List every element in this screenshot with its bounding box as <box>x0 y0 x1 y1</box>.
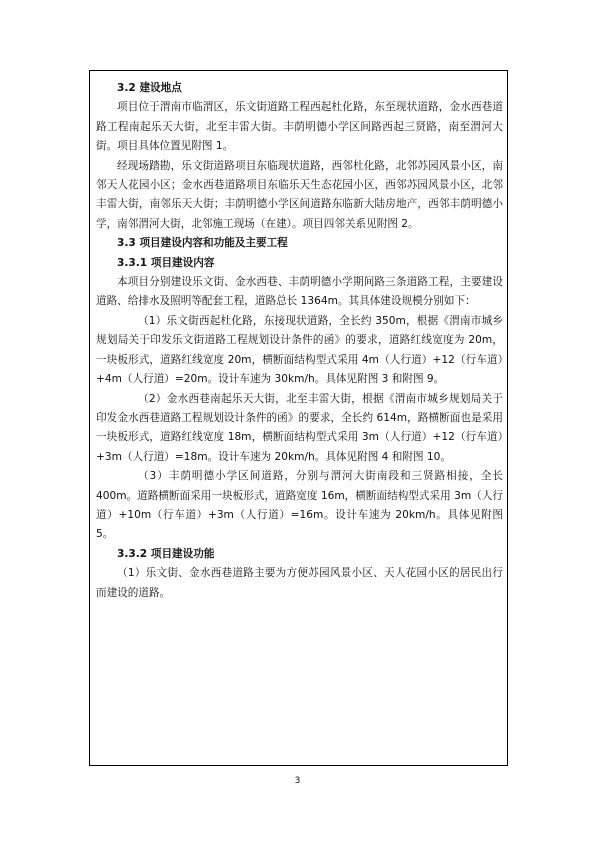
section-3-2-heading: 3.2 建设地点 <box>117 82 182 94</box>
section-3-2-paragraph-1: 项目位于渭南市临渭区，乐文街道路工程西起杜化路，东至现状道路，金水西巷道路工程南起乐天大街，北至丰雷大街。丰荫明德小学区间路西起三贤路，南至渭河大街。项目具体位置见附图 1。 <box>96 101 503 153</box>
content-frame <box>89 70 508 766</box>
section-3-3-2-heading: 3.3.2 项目建设功能 <box>117 547 215 560</box>
section-3-3-1-item-3: （3）丰荫明德小学区间道路，分别与渭河大街南段和三贤路相接，全长 400m。道路横断面采用一块板形式，道路宽度 16m，横断面结构型式采用 3m（人行道）+10m（行车道）+3m（人行道）=16m。设计车速为 20km/h。具体见附图 5。 <box>96 470 503 541</box>
document-body <box>96 79 503 603</box>
section-3-3-2-item-1: （1）乐文街、金水西巷道路主要为方便苏园风景小区、天人花园小区的居民出行而建设的道路。 <box>96 567 503 599</box>
section-3-3-1-intro: 本项目分别建设乐文街、金水西巷、丰荫明德小学期间路三条道路工程，主要建设道路、给排水及照明等配套工程，道路总长 1364m。其具体建设规模分别如下： <box>96 276 503 308</box>
section-3-3-1-item-2: （2）金水西巷南起乐天大街，北至丰雷大街，根据《渭南市城乡规划局关于印发金水西巷道路工程规划设计条件的函》的要求，全长约 614m，路横断面也是采用一块板形式，道路红线宽度 18m，横断面结构型式采用 3m（人行道）+12（行车道）+3m（人行道）=18m。设计车速为 20km/h。具体见附图 4 和附图 10。 <box>96 392 503 463</box>
section-3-2-paragraph-2: 经现场踏勘，乐文街道路项目东临现状道路，西邻杜化路，北邻苏园风景小区，南邻天人花园小区；金水西巷道路项目东临乐天生态花园小区，西邻苏园风景小区，北邻丰雷大街，南邻乐天大街；丰荫明德小学区间道路东临新大陆房地产，西邻丰荫明德小学，南邻渭河大街，北邻施工现场（在建）。项目四邻关系见附图 2。 <box>96 159 503 230</box>
section-3-3-1-heading: 3.3.1 项目建设内容 <box>117 256 215 269</box>
page-number: 3 <box>294 776 301 786</box>
section-3-3-1-item-1: （1）乐文街西起杜化路，东接现状道路，全长约 350m，根据《渭南市城乡规划局关于印发乐文街道路工程规划设计条件的函》的要求，道路红线宽度为 20m，一块板形式，道路红线宽度 20m，横断面结构型式采用 4m（人行道）+12（行车道）+4m（人行道）=20m。设计车速为 30km/h。具体见附图 3 和附图 9。 <box>96 314 503 386</box>
section-3-3-heading: 3.3 项目建设内容和功能及主要工程 <box>117 237 288 250</box>
